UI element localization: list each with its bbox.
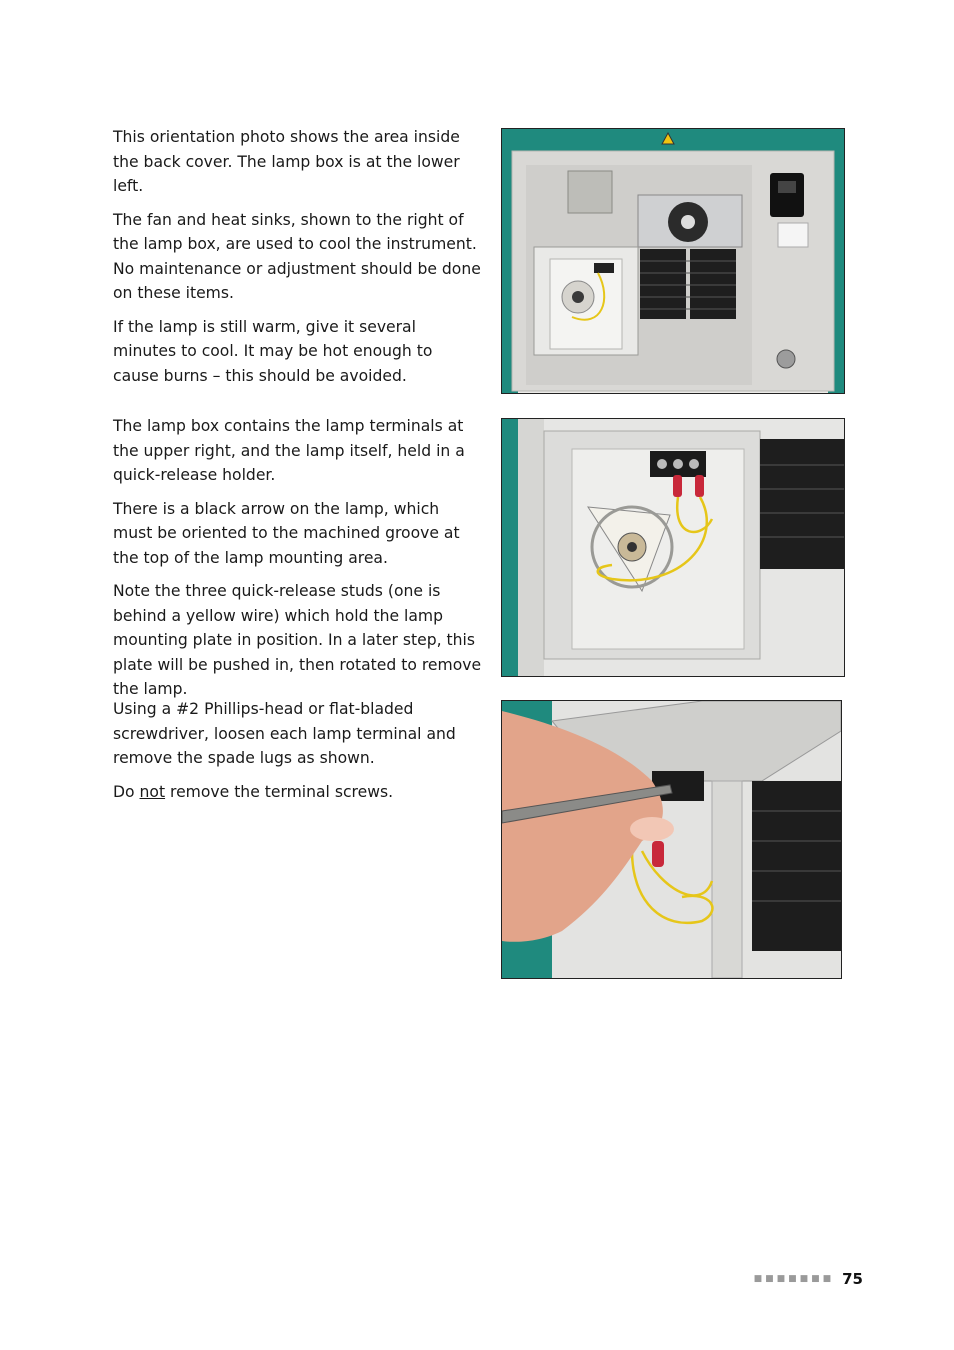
page-footer: [754, 1270, 863, 1288]
note-after: remove the terminal screws.: [165, 782, 394, 801]
section-1-text: [113, 125, 483, 397]
screwdriver-photo: [501, 700, 842, 979]
footer-dots: ■■■■■■■: [753, 1274, 835, 1284]
paragraph: The fan and heat sinks, shown to the right of the lamp box, are used to cool the instrument. No maintenance or adjustment should be done on these items.: [113, 210, 481, 302]
orientation-photo: [501, 128, 845, 394]
section-2-text: [113, 414, 483, 711]
paragraph: If the lamp is still warm, give it several minutes to cool. It may be hot enough to cause burns – this should be avoided.: [113, 317, 433, 385]
note: [113, 780, 483, 805]
paragraph: Using a #2 Phillips-head or flat-bladed screwdriver, loosen each lamp terminal and remove the spade lugs as shown.: [113, 700, 456, 767]
lamp-box-photo: [501, 418, 845, 677]
note-before: Do: [113, 782, 140, 801]
paragraph: The lamp box contains the lamp terminals at the upper right, and the lamp itself, held in a quick-release holder.: [113, 417, 465, 484]
page-number: 75: [842, 1270, 863, 1288]
section-3-text: [113, 697, 483, 813]
paragraph: Note the three quick-release studs (one is behind a yellow wire) which hold the lamp mounting plate in position. In a later step, this plate will be pushed in, then rotated to remove the lamp.: [113, 582, 482, 698]
paragraph: There is a black arrow on the lamp, which must be oriented to the machined groove at the top of the lamp mounting area.: [113, 499, 460, 567]
paragraph: This orientation photo shows the area inside the back cover. The lamp box is at the lower left.: [113, 128, 460, 195]
note-underlined: not: [139, 782, 166, 801]
